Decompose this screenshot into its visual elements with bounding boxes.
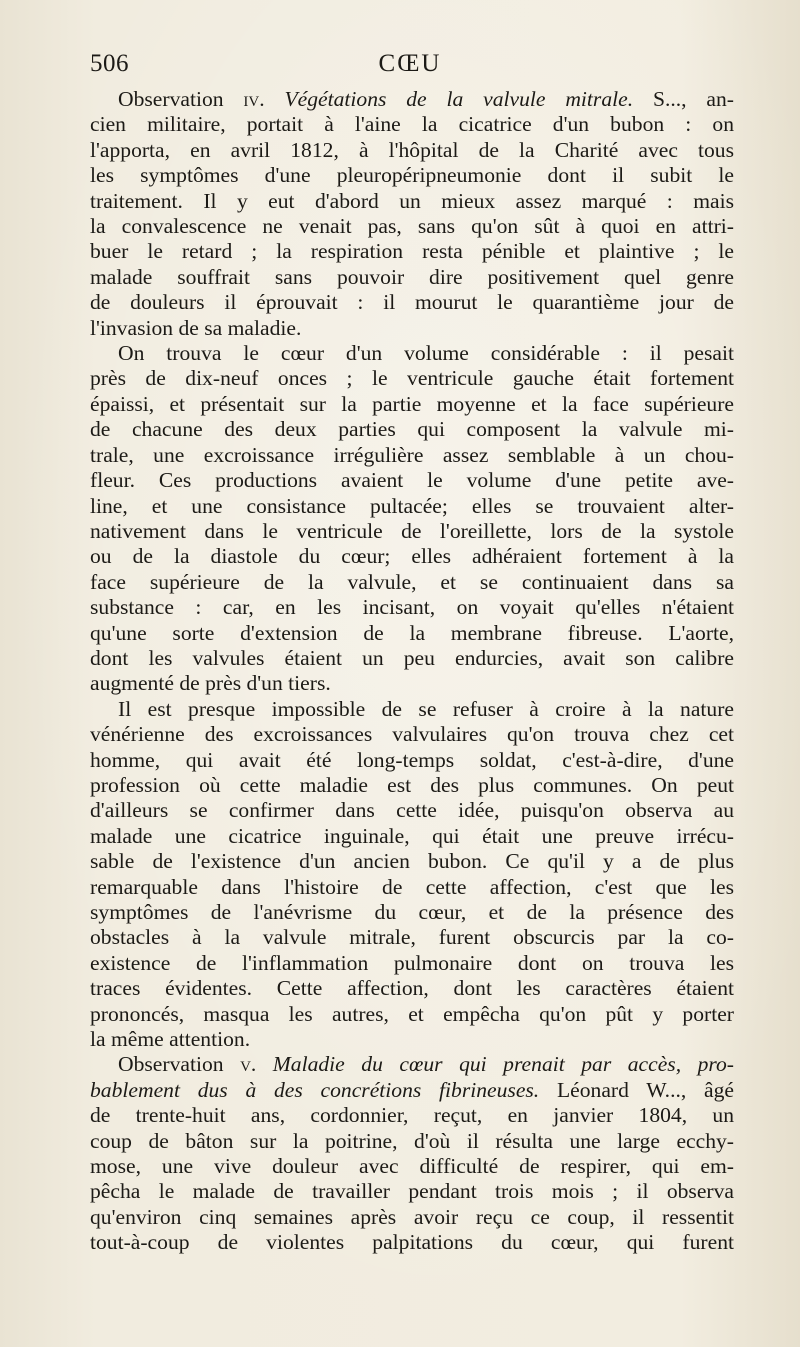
text-line xyxy=(90,1230,734,1255)
text-line-text: remarquable dans l'histoire de cette affection, c'est que les xyxy=(90,874,734,899)
text-line xyxy=(90,1205,734,1230)
text-line xyxy=(90,773,734,798)
text-line xyxy=(90,646,734,671)
text-line-text: cien militaire, portait à l'aine la cicatrice d'un bubon : on xyxy=(90,112,734,137)
body-text xyxy=(90,87,734,1256)
text-line-italic: Végétations de la valvule mitrale. xyxy=(264,87,634,111)
text-line-text: face supérieure de la valvule, et se continuaient dans sa xyxy=(90,569,734,594)
text-line-text: de douleurs il éprouvait : il mourut le quarantième jour de xyxy=(90,290,734,315)
text-line-lead: Observation xyxy=(118,87,244,111)
text-line-text: On trouva le cœur d'un volume considérable : il pesait xyxy=(118,341,734,366)
text-line-text: homme, qui avait été long-temps soldat, c'est-à-dire, d'une xyxy=(90,747,734,772)
text-line-text: substance : car, en les incisant, on voyait qu'elles n'étaient xyxy=(90,595,734,620)
text-line-text: nativement dans le ventricule de l'oreillette, lors de la systole xyxy=(90,518,734,543)
text-line xyxy=(90,341,734,366)
text-line-text: de chacune des deux parties qui composent la valvule mi- xyxy=(90,417,734,442)
text-line xyxy=(90,1103,734,1128)
text-line xyxy=(90,239,734,264)
text-line-text: prononcés, masqua les autres, et empêcha qu'on pût y porter xyxy=(90,1001,734,1026)
text-line xyxy=(90,443,734,468)
text-line xyxy=(90,366,734,391)
text-line-text: buer le retard ; la respiration resta pénible et plaintive ; le xyxy=(90,239,734,264)
text-line xyxy=(90,316,734,341)
text-line xyxy=(90,824,734,849)
text-line-text: sable de l'existence d'un ancien bubon. Ce qu'il y a de plus xyxy=(90,849,734,874)
text-line-italic: bablement dus à des concrétions fibrineuses. xyxy=(90,1077,540,1102)
text-line xyxy=(90,214,734,239)
text-line xyxy=(90,519,734,544)
text-line xyxy=(90,468,734,493)
text-line xyxy=(90,494,734,519)
text-line xyxy=(90,722,734,747)
text-line-rest: Léonard W..., âgé xyxy=(539,1077,734,1102)
text-line xyxy=(90,1179,734,1204)
text-line-text: trale, une excroissance irrégulière assez semblable à un chou- xyxy=(90,442,734,467)
text-line-text: la convalescence ne venait pas, sans qu'on sût à quoi en attri- xyxy=(90,214,734,239)
text-line-text: vénérienne des excroissances valvulaires qu'on trouva chez cet xyxy=(90,722,734,747)
text-line xyxy=(90,87,734,112)
text-line-text: coup de bâton sur la poitrine, d'où il résulta une large ecchy- xyxy=(90,1128,734,1153)
text-line-text: qu'une sorte d'extension de la membrane fibreuse. L'aorte, xyxy=(90,620,734,645)
text-line xyxy=(90,671,734,696)
text-line-text: tout-à-coup de violentes palpitations du cœur, qui furent xyxy=(90,1230,734,1255)
text-line-italic: Maladie du cœur qui prenait par accès, pro- xyxy=(256,1052,734,1077)
text-line xyxy=(90,392,734,417)
text-line xyxy=(90,417,734,442)
text-line-text: malade souffrait sans pouvoir dire positivement quel genre xyxy=(90,264,734,289)
text-line xyxy=(90,1078,734,1103)
text-line-text: line, et une consistance pultacée; elles se trouvaient alter- xyxy=(90,493,734,518)
text-line-text: les symptômes d'une pleuropéripneumonie dont il subit le xyxy=(90,163,734,188)
text-line xyxy=(90,138,734,163)
text-line-text: épaissi, et présentait sur la partie moyenne et la face supérieure xyxy=(90,391,734,416)
text-line xyxy=(90,875,734,900)
text-line-text: symptômes de l'anévrisme du cœur, et de la présence des xyxy=(90,900,734,924)
text-line xyxy=(90,798,734,823)
text-line-lead: Observation xyxy=(118,1052,241,1077)
text-line-text: obstacles à la valvule mitrale, furent obscurcis par la co- xyxy=(90,925,734,950)
text-line-text: l'invasion de sa maladie. xyxy=(90,315,302,340)
text-line-text: mose, une vive douleur avec difficulté de respirer, qui em- xyxy=(90,1154,734,1179)
text-line xyxy=(90,290,734,315)
text-line-rest: S..., an- xyxy=(633,87,734,111)
text-line-text: Il est presque impossible de se refuser à croire à la nature xyxy=(118,696,734,721)
text-line xyxy=(90,951,734,976)
page-number: 506 xyxy=(90,50,129,77)
text-line xyxy=(90,1129,734,1154)
text-line xyxy=(90,265,734,290)
text-line xyxy=(90,925,734,950)
text-line xyxy=(90,621,734,646)
text-line xyxy=(90,900,734,925)
text-line-text: qu'environ cinq semaines après avoir reçu ce coup, il ressentit xyxy=(90,1204,734,1229)
text-line xyxy=(90,112,734,137)
text-line-text: de trente-huit ans, cordonnier, reçut, en janvier 1804, un xyxy=(90,1103,734,1128)
text-line xyxy=(90,595,734,620)
text-line-text: dont les valvules étaient un peu endurcies, avait son calibre xyxy=(90,645,734,670)
text-line-text: pêcha le malade de travailler pendant trois mois ; il observa xyxy=(90,1179,734,1204)
text-line-label: iv. xyxy=(243,87,265,111)
running-head: CŒU xyxy=(378,50,442,77)
text-line xyxy=(90,849,734,874)
page-header xyxy=(90,50,730,90)
text-line-text: traces évidentes. Cette affection, dont les caractères étaient xyxy=(90,976,734,1001)
text-line xyxy=(90,697,734,722)
text-line xyxy=(90,1002,734,1027)
text-line xyxy=(90,976,734,1001)
text-line xyxy=(90,163,734,188)
text-line-text: près de dix-neuf onces ; le ventricule gauche était fortement xyxy=(90,366,734,391)
text-line-text: augmenté de près d'un tiers. xyxy=(90,671,331,696)
text-line-text: d'ailleurs se confirmer dans cette idée, puisqu'on observa au xyxy=(90,798,734,823)
text-line-label: v. xyxy=(240,1052,257,1077)
text-line-text: l'apporta, en avril 1812, à l'hôpital de la Charité avec tous xyxy=(90,137,734,162)
text-line-text: fleur. Ces productions avaient le volume d'une petite ave- xyxy=(90,468,734,493)
text-line-text: ou de la diastole du cœur; elles adhéraient fortement à la xyxy=(90,544,734,569)
text-line xyxy=(90,544,734,569)
text-line xyxy=(90,1052,734,1077)
text-line-text: la même attention. xyxy=(90,1027,251,1052)
text-line-text: traitement. Il y eut d'abord un mieux assez marqué : mais xyxy=(90,188,734,213)
text-line-text: malade une cicatrice inguinale, qui était une preuve irrécu- xyxy=(90,823,734,848)
text-line xyxy=(90,570,734,595)
text-line xyxy=(90,189,734,214)
text-line-text: profession où cette maladie est des plus communes. On peut xyxy=(90,772,734,797)
text-line xyxy=(90,1027,734,1052)
text-line xyxy=(90,748,734,773)
text-line xyxy=(90,1154,734,1179)
text-line-text: existence de l'inflammation pulmonaire dont on trouva les xyxy=(90,950,734,975)
